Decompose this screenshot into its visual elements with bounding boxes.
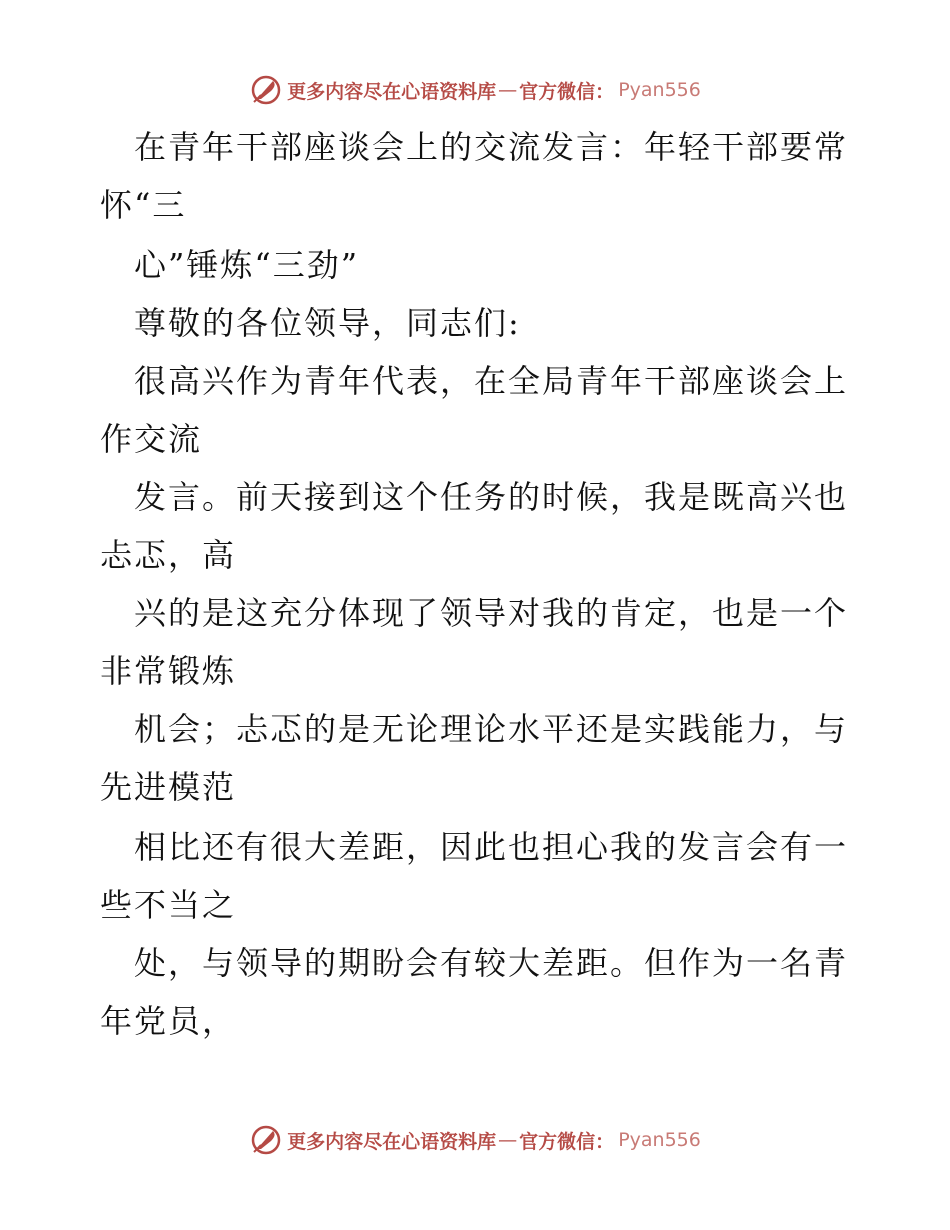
banner-separator: — — [498, 79, 518, 101]
text-line: 非常锻炼 — [100, 652, 237, 690]
text-line: 发言。前天接到这个任务的时候，我是既高兴也 — [100, 478, 849, 516]
text-line: 兴的是这充分体现了领导对我的肯定，也是一个 — [100, 594, 849, 632]
text-line: 忐忑，高 — [100, 536, 237, 574]
text-line: 机会；忐忑的是无论理论水平还是实践能力，与 — [100, 710, 849, 748]
banner-id: Pyan556 — [618, 1129, 701, 1151]
header-banner — [0, 70, 950, 110]
banner-title: 更多内容尽在心语资料库 — [287, 1130, 497, 1153]
banner-service: 官方微信： — [519, 80, 615, 103]
banner-separator: — — [498, 1129, 518, 1151]
text-line: 很高兴作为青年代表，在全局青年干部座谈会上 — [100, 362, 849, 400]
text-line: 相比还有很大差距，因此也担心我的发言会有一 — [100, 828, 849, 866]
text-line: 年党员， — [100, 1002, 237, 1040]
text-line: 些不当之 — [100, 886, 237, 924]
text-line: 怀“三 — [100, 186, 187, 224]
text-line: 尊敬的各位领导，同志们: — [100, 304, 521, 342]
text-line: 在青年干部座谈会上的交流发言：年轻干部要常 — [100, 128, 849, 166]
text-line: 先进模范 — [100, 768, 237, 806]
banner-service: 官方微信： — [519, 1130, 615, 1153]
banner-id: Pyan556 — [618, 79, 701, 101]
feather-pen-logo-icon — [249, 73, 283, 107]
footer-banner — [0, 1120, 950, 1160]
feather-pen-logo-icon — [249, 1123, 283, 1157]
text-line: 心”锤炼“三劲” — [100, 246, 360, 284]
banner-title: 更多内容尽在心语资料库 — [287, 80, 497, 103]
text-line: 处，与领导的期盼会有较大差距。但作为一名青 — [100, 944, 849, 982]
text-line: 作交流 — [100, 420, 203, 458]
